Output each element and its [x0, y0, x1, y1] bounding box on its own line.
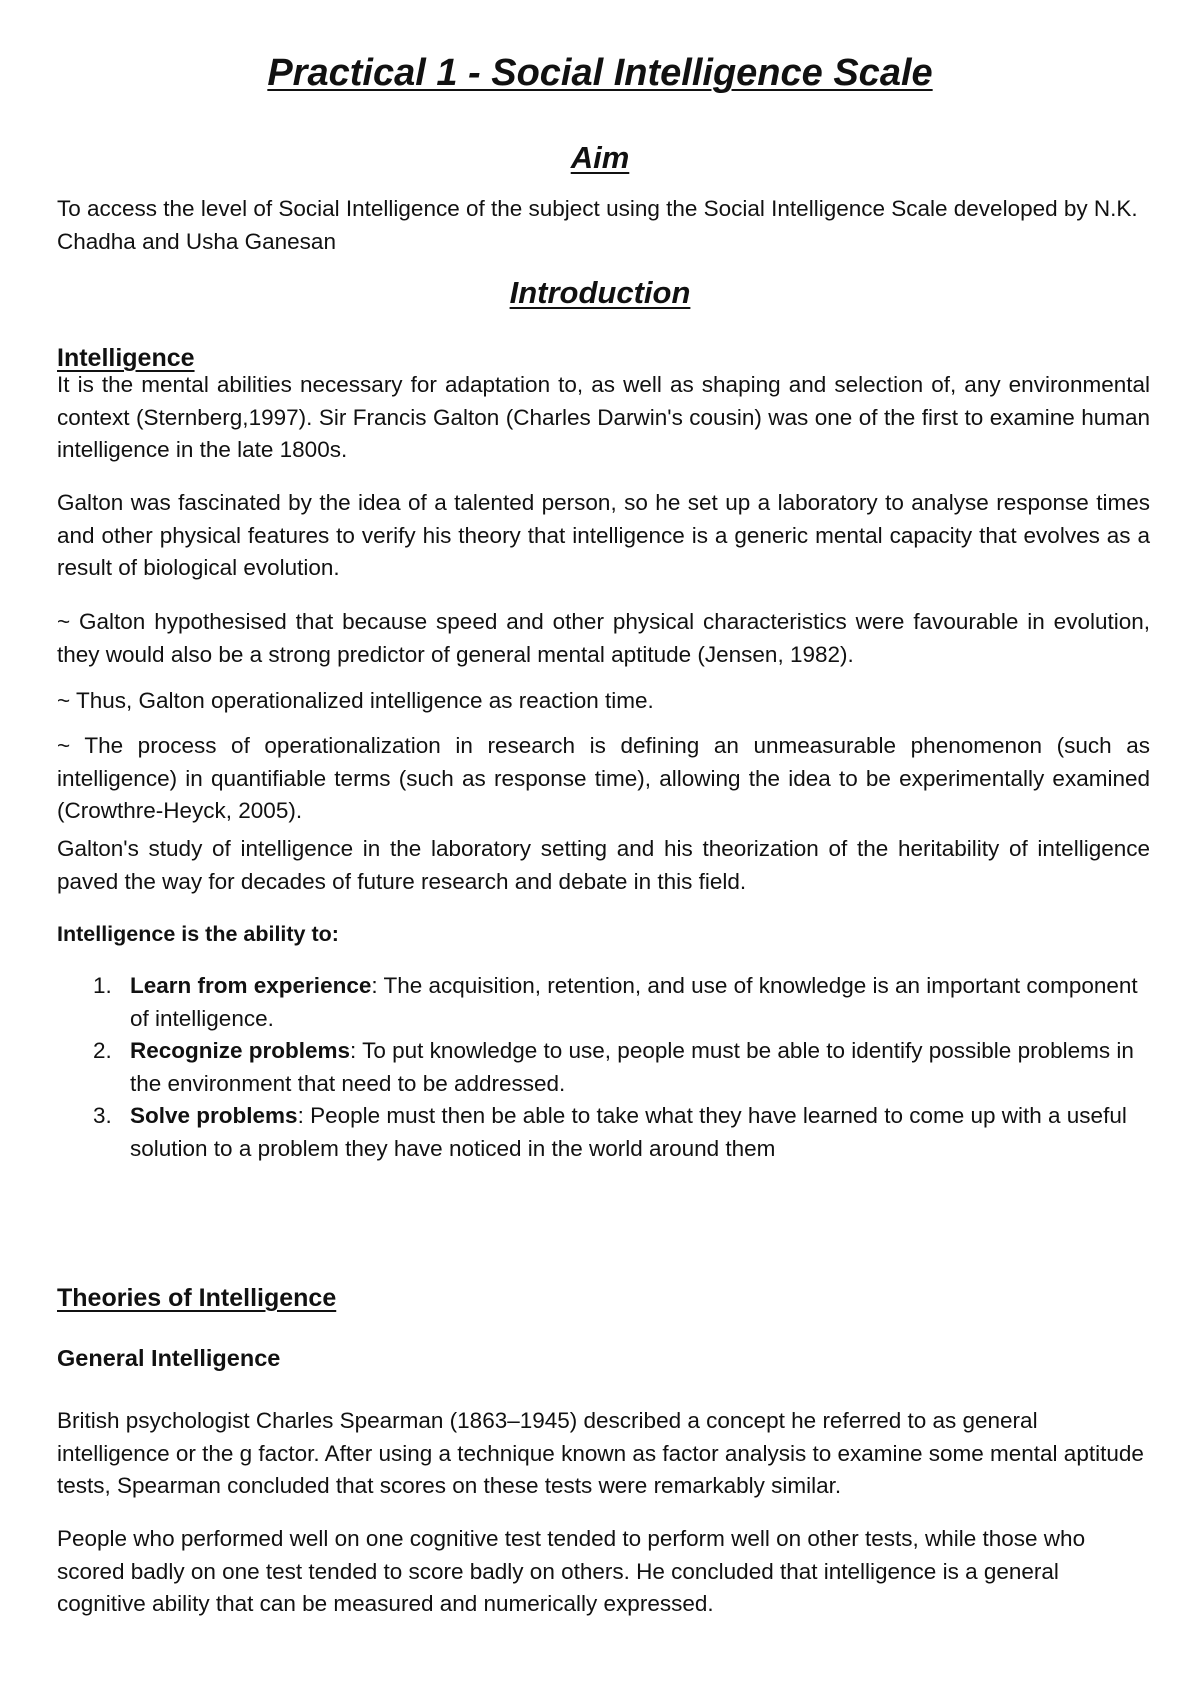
introduction-heading: Introduction — [509, 275, 691, 310]
list-item — [57, 970, 1150, 1035]
theories-paragraph-1: British psychologist Charles Spearman (1863–1945) described a concept he referred to as general intelligence or the g factor. After using a technique known as factor analysis to examine some mental aptitude tests, Spearman concluded that scores on these tests were remarkably similar. — [57, 1408, 1144, 1498]
intro-paragraph-5: ~ The process of operationalization in research is defining an unmeasurable phenomenon (such as intelligence) in quantifiable terms (such as response time), allowing the idea to be experimentally examined (Crowthre-Heyck, 2005). — [57, 733, 1150, 823]
list-text: : To put knowledge to use, people must be able to identify possible problems in the environment that need to be addressed. — [130, 1038, 1134, 1096]
ability-list — [57, 970, 1150, 1165]
intro-paragraph-1: It is the mental abilities necessary for adaptation to, as well as shaping and selection of, any environmental context (Sternberg,1997). Sir Francis Galton (Charles Darwin's cousin) was one of the first to examine human intelligence in the late 1800s. — [57, 372, 1150, 462]
list-number: 1. — [93, 973, 112, 998]
list-term: Solve problems — [130, 1103, 298, 1128]
aim-heading: Aim — [570, 140, 630, 175]
list-term: Recognize problems — [130, 1038, 351, 1063]
intro-paragraph-4: ~ Thus, Galton operationalized intelligence as reaction time. — [57, 688, 654, 713]
list-number: 3. — [93, 1103, 112, 1128]
theories-paragraph-2: People who performed well on one cognitive test tended to perform well on other tests, while those who scored badly on one test tended to score badly on others. He concluded that intelligence is a general cognitive ability that can be measured and numerically expressed. — [57, 1526, 1086, 1616]
list-item — [57, 1100, 1150, 1165]
list-number: 2. — [93, 1038, 112, 1063]
general-intelligence-heading: General Intelligence — [57, 1345, 281, 1371]
theories-heading: Theories of Intelligence — [57, 1284, 337, 1312]
list-term: Learn from experience — [130, 973, 372, 998]
intro-paragraph-3: ~ Galton hypothesised that because speed and other physical characteristics were favourable in evolution, they would also be a strong predictor of general mental aptitude (Jensen, 1982). — [57, 609, 1150, 667]
intro-paragraph-6: Galton's study of intelligence in the laboratory setting and his theorization of the heritability of intelligence paved the way for decades of future research and debate in this field. — [57, 836, 1150, 894]
intro-paragraph-2: Galton was fascinated by the idea of a talented person, so he set up a laboratory to analyse response times and other physical features to verify his theory that intelligence is a generic mental capacity that evolves as a result of biological evolution. — [57, 490, 1150, 580]
list-text: : People must then be able to take what they have learned to come up with a useful solution to a problem they have noticed in the world around them — [130, 1103, 1127, 1161]
list-text: : The acquisition, retention, and use of knowledge is an important component of intelligence. — [130, 973, 1138, 1031]
page-title: Practical 1 - Social Intelligence Scale — [267, 52, 933, 94]
aim-text: To access the level of Social Intelligence of the subject using the Social Intelligence Scale developed by N.K. Chadha and Usha Ganesan — [57, 196, 1138, 254]
ability-heading: Intelligence is the ability to: — [57, 922, 339, 946]
intelligence-heading: Intelligence — [57, 344, 195, 372]
list-item — [57, 1035, 1150, 1100]
